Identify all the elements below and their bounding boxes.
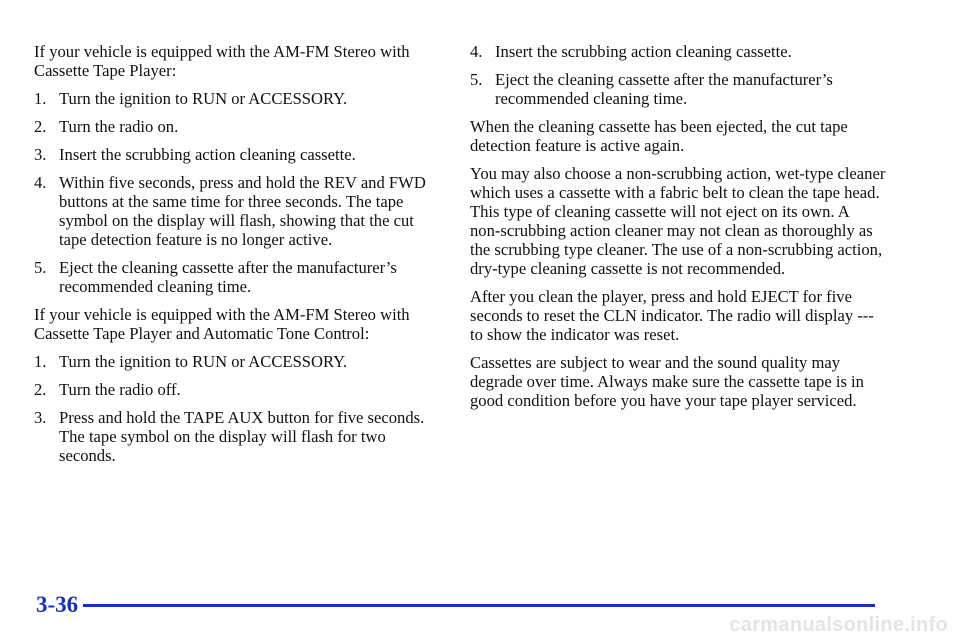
body-paragraph-3: After you clean the player, press and hold EJECT for five seconds to reset the CLN indicator. The radio will display ‑‑‑ to show the indicator was reset.	[470, 287, 874, 344]
step-number: 4.	[470, 42, 483, 61]
intro-paragraph-2: If your vehicle is equipped with the AM‑FM Stereo with Cassette Tape Player and Automatic Tone Control:	[34, 305, 410, 343]
step-a3	[34, 145, 444, 164]
step-a2	[34, 117, 444, 136]
step-b4	[470, 42, 890, 61]
step-a5	[34, 258, 444, 296]
step-number: 1.	[34, 352, 47, 371]
step-number: 1.	[34, 89, 47, 108]
page-number: 3-36	[36, 592, 79, 617]
step-text: Turn the radio off.	[59, 380, 181, 399]
step-b5	[470, 70, 890, 108]
step-text: Turn the ignition to RUN or ACCESSORY.	[59, 89, 348, 108]
right-column	[470, 42, 890, 419]
step-number: 3.	[34, 145, 47, 164]
step-text: Insert the scrubbing action cleaning cassette.	[495, 42, 792, 61]
step-number: 2.	[34, 117, 47, 136]
body-paragraph-2: You may also choose a non‑scrubbing action, wet‑type cleaner which uses a cassette with a fabric belt to clean the tape head. This type of cleaning cassette will not eject on its own. A non‑scrubbing action cleaner may not clean as thoroughly as the scrubbing type cleaner. The use of a non‑scrubbing action, dry‑type cleaning cassette is not recommended.	[470, 164, 886, 278]
left-column	[34, 42, 444, 474]
step-a1	[34, 89, 444, 108]
body-paragraph-4: Cassettes are subject to wear and the sound quality may degrade over time. Always make sure the cassette tape is in good condition before you have your tape player serviced.	[470, 353, 864, 410]
watermark: carmanualsonline.info	[729, 614, 948, 636]
step-text: Press and hold the TAPE AUX button for five seconds. The tape symbol on the display will flash for two seconds.	[59, 408, 425, 465]
step-a4	[34, 173, 444, 249]
step-number: 3.	[34, 408, 47, 427]
step-text: Turn the ignition to RUN or ACCESSORY.	[59, 352, 348, 371]
body-paragraph-1: When the cleaning cassette has been ejected, the cut tape detection feature is active again.	[470, 117, 848, 155]
step-b1	[34, 352, 444, 371]
step-number: 2.	[34, 380, 47, 399]
step-b3	[34, 408, 444, 465]
step-number: 5.	[470, 70, 483, 89]
step-b2	[34, 380, 444, 399]
footer-rule	[83, 604, 875, 607]
step-number: 4.	[34, 173, 47, 192]
step-text: Turn the radio on.	[59, 117, 179, 136]
step-number: 5.	[34, 258, 47, 277]
step-text: Within five seconds, press and hold the REV and FWD buttons at the same time for three seconds. The tape symbol on the display will flash, showing that the cut tape detection feature is no longer active.	[59, 173, 426, 249]
step-text: Eject the cleaning cassette after the manufacturer’s recommended cleaning time.	[59, 258, 397, 296]
intro-paragraph-1: If your vehicle is equipped with the AM‑FM Stereo with Cassette Tape Player:	[34, 42, 410, 80]
step-text: Eject the cleaning cassette after the manufacturer’s recommended cleaning time.	[495, 70, 833, 108]
step-text: Insert the scrubbing action cleaning cassette.	[59, 145, 356, 164]
